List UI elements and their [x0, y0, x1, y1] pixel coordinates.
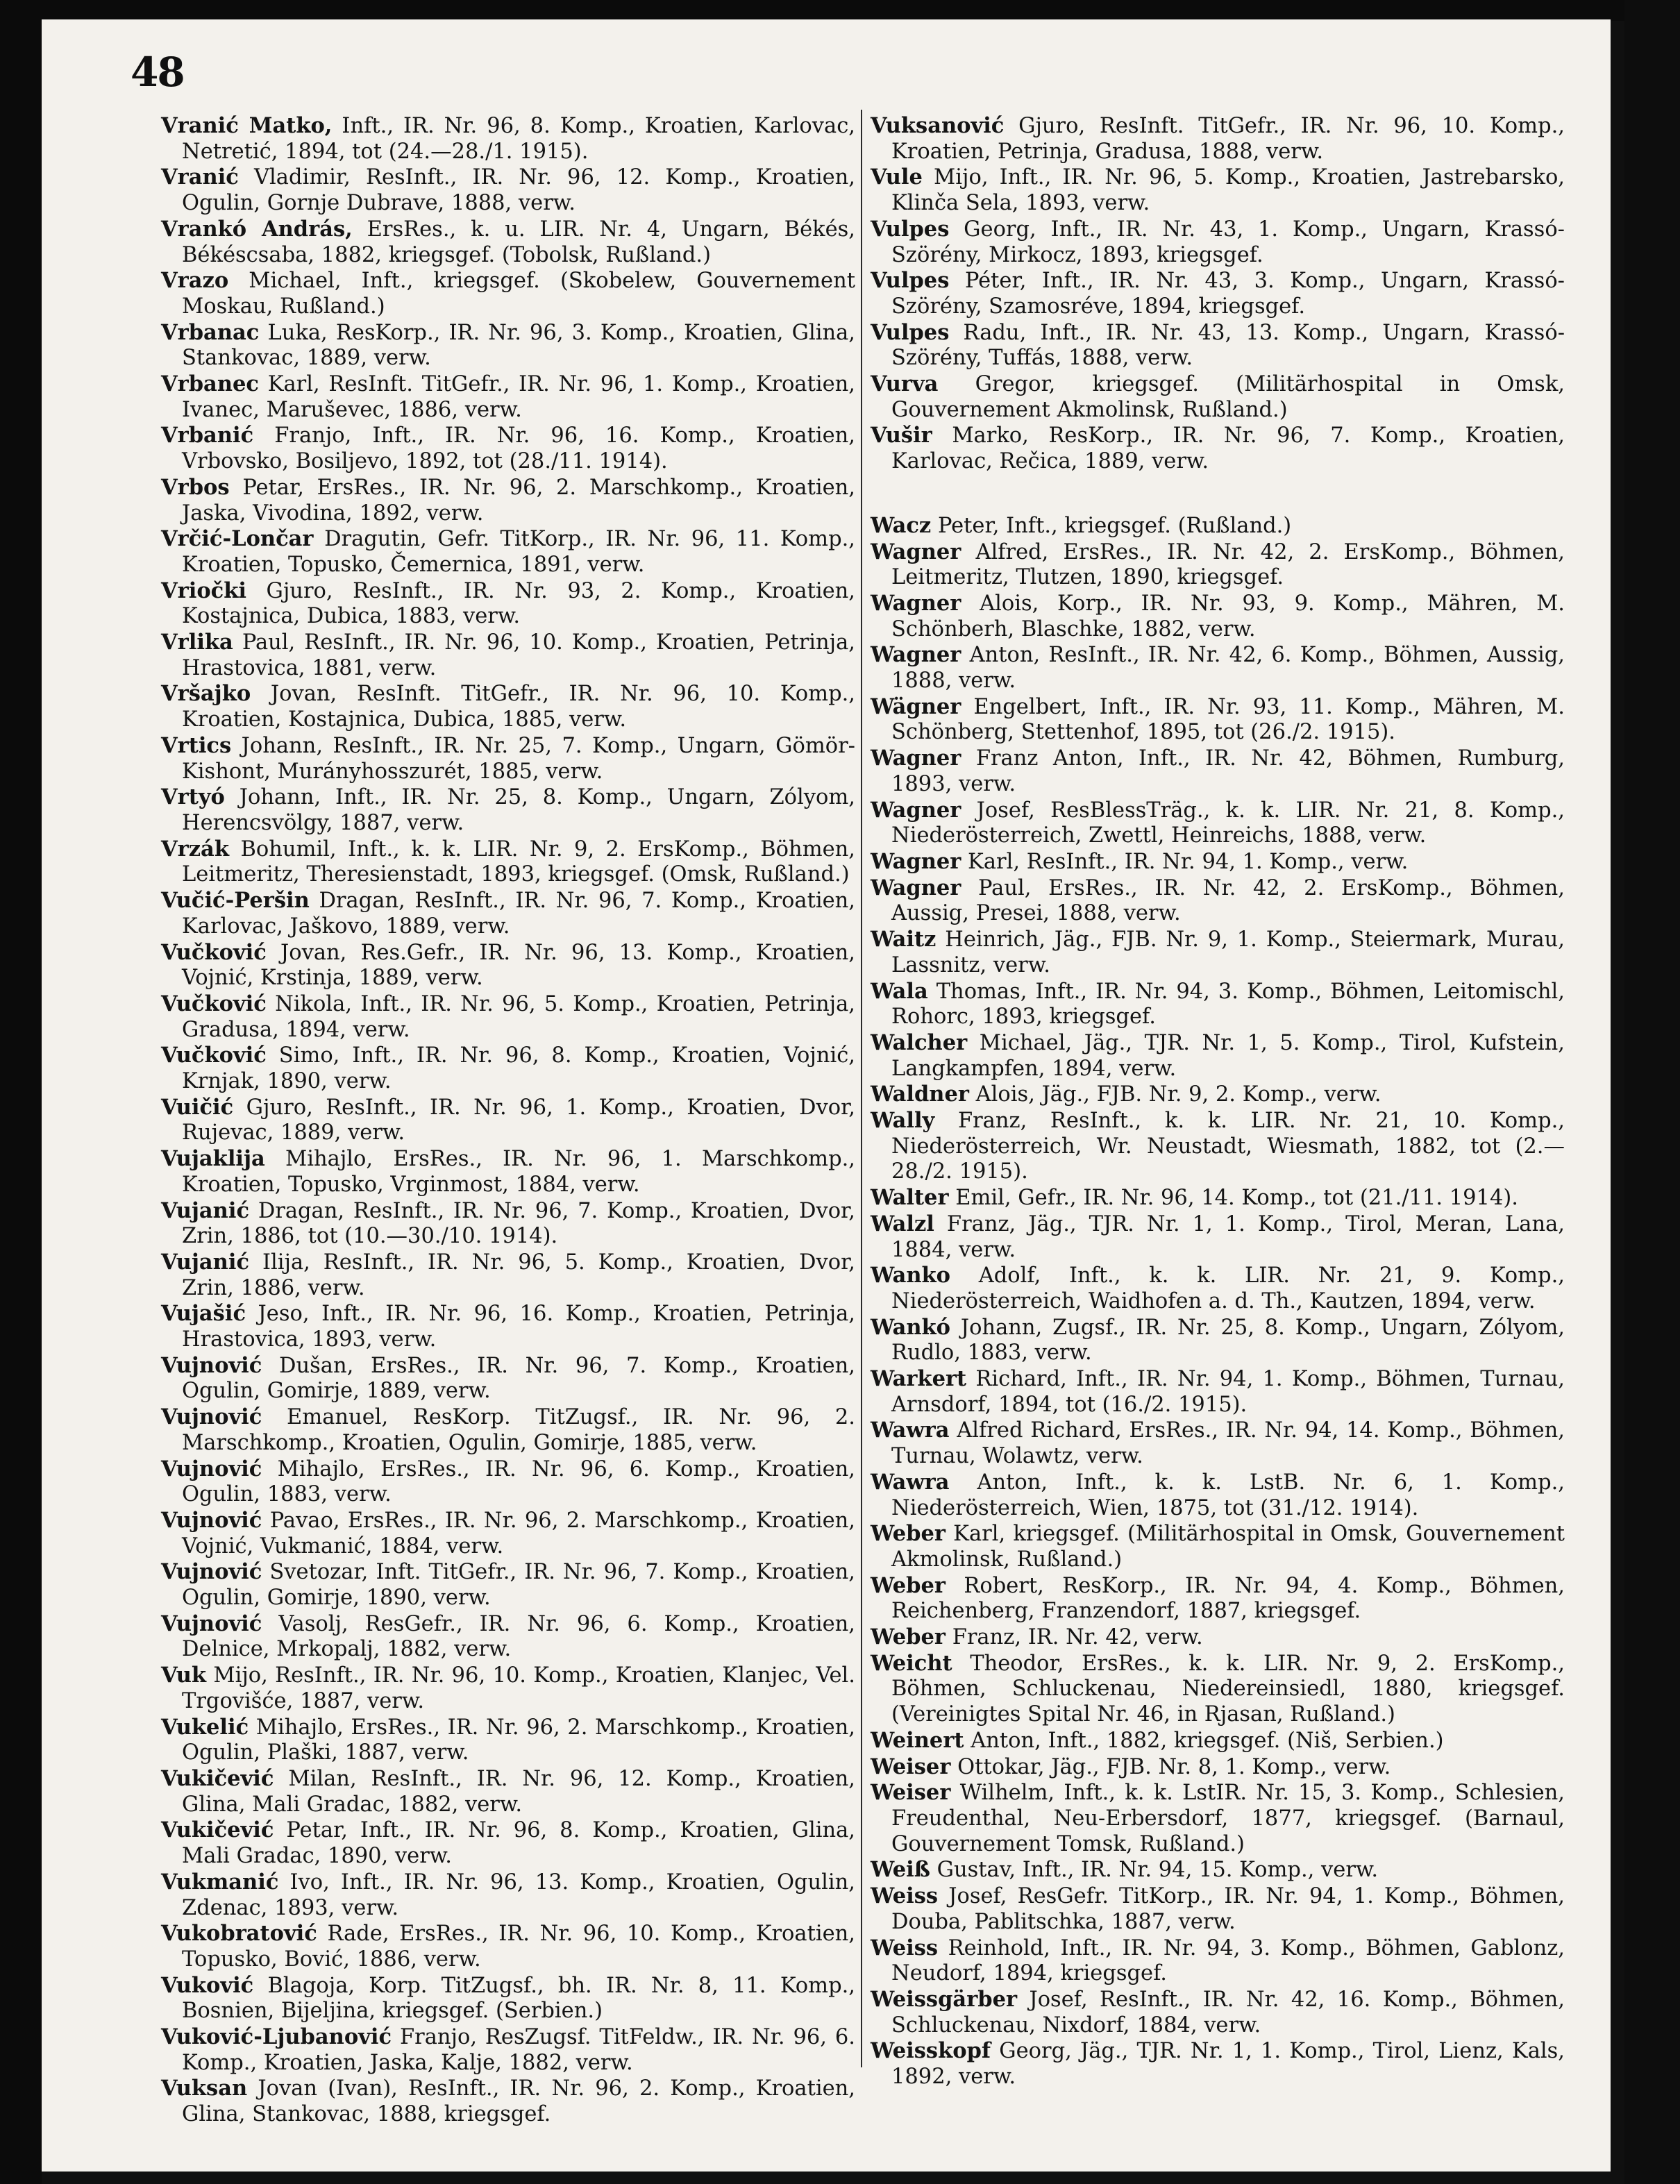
register-entry: [871, 1754, 1565, 1781]
entry-details: Anton, ResInft., IR. Nr. 42, 6. Komp., Böhmen, Aussig, 1888, verw.: [891, 643, 1565, 694]
register-entry: [871, 642, 1565, 694]
register-entry: [871, 1315, 1565, 1366]
entry-surname: Vujanić: [161, 1198, 250, 1223]
column-divider: [861, 110, 862, 2067]
entry-details: Blagoja, Korp. TitZugsf., bh. IR. Nr. 8, 11. Komp., Bosnien, Bijeljina, kriegsgef. (Serbien.): [182, 1973, 855, 2024]
entry-details: Theodor, ErsRes., k. k. LIR. Nr. 9, 2. ErsKomp., Böhmen, Schluckenau, Niedereinsiedl, 1880, kriegsgef. (Vereinigtes Spital Nr. 46, in Rjasan, Rußland.): [891, 1651, 1565, 1727]
entry-surname: Vranić: [161, 165, 239, 190]
scan-border-right: [1624, 0, 1680, 2184]
entry-details: Gustav, Inft., IR. Nr. 94, 15. Komp., verw.: [936, 1858, 1379, 1883]
register-entry: [871, 1651, 1565, 1728]
register-entry: [161, 837, 855, 888]
entry-surname: Weissgärber: [871, 1986, 1018, 2012]
entry-details: Robert, ResKorp., IR. Nr. 94, 4. Komp., Böhmen, Reichenberg, Franzendorf, 1887, kriegsgef.: [891, 1573, 1565, 1624]
register-entry: [161, 1508, 855, 1559]
entry-details: Dragutin, Gefr. TitKorp., IR. Nr. 96, 11. Komp., Kroatien, Topusko, Čemernica, 1891, verw.: [182, 527, 855, 577]
entry-details: Gjuro, ResInft., IR. Nr. 93, 2. Komp., Kroatien, Kostajnica, Dubica, 1883, verw.: [182, 578, 855, 629]
entry-surname: Vurva: [871, 371, 939, 397]
entry-surname: Vukičević: [161, 1817, 274, 1843]
entry-details: Jovan (Ivan), ResInft., IR. Nr. 96, 2. Komp., Kroatien, Glina, Stankovac, 1888, kriegsgef.: [182, 2076, 855, 2127]
register-entry: [871, 979, 1565, 1030]
entry-surname: Vuksan: [161, 2076, 248, 2101]
entry-details: Georg, Inft., IR. Nr. 43, 1. Komp., Ungarn, Krassó-Szörény, Mirkocz, 1893, kriegsgef.: [891, 217, 1565, 267]
register-entry: [871, 1728, 1565, 1754]
entry-details: Mihajlo, ErsRes., IR. Nr. 96, 2. Marschkomp., Kroatien, Ogulin, Plaški, 1887, verw.: [182, 1715, 855, 1765]
entry-surname: Wanko: [871, 1263, 951, 1288]
entry-details: Vladimir, ResInft., IR. Nr. 96, 12. Komp., Kroatien, Ogulin, Gornje Dubrave, 1888, verw.: [182, 165, 855, 216]
entry-details: Gjuro, ResInft. TitGefr., IR. Nr. 96, 10. Komp., Kroatien, Petrinja, Gradusa, 1888, verw.: [891, 114, 1565, 164]
register-entry: [871, 423, 1565, 474]
entry-details: Reinhold, Inft., IR. Nr. 94, 3. Komp., Böhmen, Gablonz, Neudorf, 1894, kriegsgef.: [891, 1935, 1565, 1986]
entry-surname: Vuk: [161, 1663, 207, 1688]
entry-details: Paul, ErsRes., IR. Nr. 42, 2. ErsKomp., Böhmen, Aussig, Presei, 1888, verw.: [891, 875, 1565, 926]
entry-details: Franjo, Inft., IR. Nr. 96, 16. Komp., Kroatien, Vrbovsko, Bosiljevo, 1892, tot (28./11. 1914).: [182, 423, 855, 474]
entry-surname: Wagner: [871, 590, 961, 616]
register-entry: [871, 1418, 1565, 1469]
entry-surname: Vujnović: [161, 1352, 262, 1378]
entry-surname: Wagner: [871, 875, 961, 900]
entry-surname: Vukičević: [161, 1766, 274, 1791]
scan-border-left: [0, 0, 42, 2184]
entry-details: Anton, Inft., k. k. LstB. Nr. 6, 1. Komp., Niederösterreich, Wien, 1875, tot (31./12. 1914).: [891, 1470, 1565, 1520]
entry-surname: Wankó: [871, 1314, 951, 1340]
register-entry: [161, 1973, 855, 2024]
register-entry: [871, 849, 1565, 875]
entry-surname: Wagner: [871, 642, 961, 668]
register-entry: [161, 1301, 855, 1352]
entry-details: Milan, ResInft., IR. Nr. 96, 12. Komp., Kroatien, Glina, Mali Gradac, 1882, verw.: [182, 1767, 855, 1817]
register-entry: [871, 927, 1565, 978]
register-entry: [161, 1456, 855, 1508]
entry-surname: Vrazo: [161, 268, 229, 294]
entry-details: Thomas, Inft., IR. Nr. 94, 3. Komp., Böhmen, Leitomischl, Rohorc, 1893, kriegsgef.: [891, 979, 1565, 1030]
entry-details: Josef, ResInft., IR. Nr. 42, 16. Komp., Böhmen, Schluckenau, Nixdorf, 1884, verw.: [891, 1987, 1565, 2038]
register-entry: [161, 113, 855, 165]
register-entry: [161, 1921, 855, 1972]
entry-surname: Wawra: [871, 1469, 950, 1495]
register-entry: [871, 1883, 1565, 1935]
entry-surname: Vule: [871, 165, 923, 190]
page-number: 48: [131, 49, 184, 96]
register-entry: [871, 694, 1565, 746]
entry-details: Dušan, ErsRes., IR. Nr. 96, 7. Komp., Kroatien, Ogulin, Gomirje, 1889, verw.: [182, 1353, 855, 1404]
entry-surname: Vujašić: [161, 1301, 246, 1327]
register-entry: [161, 475, 855, 526]
entry-surname: Vrankó András,: [161, 216, 353, 242]
entry-details: Alfred, ErsRes., IR. Nr. 42, 2. ErsKomp., Böhmen, Leitmeritz, Tlutzen, 1890, kriegsgef.: [891, 539, 1565, 590]
entry-details: Dragan, ResInft., IR. Nr. 96, 7. Komp., Kroatien, Dvor, Zrin, 1886, tot (10.—30./10. 1914).: [182, 1198, 855, 1249]
entry-surname: Vujanić: [161, 1249, 250, 1275]
register-entry: [871, 1573, 1565, 1624]
entry-details: Alois, Jäg., FJB. Nr. 9, 2. Komp., verw.: [975, 1082, 1381, 1107]
entry-details: Luka, ResKorp., IR. Nr. 96, 3. Komp., Kroatien, Glina, Stankovac, 1889, verw.: [182, 320, 855, 371]
entry-details: Radu, Inft., IR. Nr. 43, 13. Komp., Ungarn, Krassó-Szörény, Tuffás, 1888, verw.: [891, 320, 1565, 371]
section-gap: [871, 475, 1565, 513]
entry-details: Karl, kriegsgef. (Militärhospital in Omsk, Gouvernement Akmolinsk, Rußland.): [891, 1522, 1565, 1572]
entry-surname: Vukobratović: [161, 1921, 317, 1947]
entry-surname: Weber: [871, 1624, 946, 1650]
right-column-w-section: [871, 513, 1565, 2090]
entry-details: Anton, Inft., 1882, kriegsgef. (Niš, Serbien.): [971, 1728, 1444, 1753]
entry-details: Nikola, Inft., IR. Nr. 96, 5. Komp., Kroatien, Petrinja, Gradusa, 1894, verw.: [182, 991, 855, 1042]
entry-surname: Vriočki: [161, 578, 246, 603]
entry-surname: Weiß: [871, 1857, 930, 1883]
register-entry: [871, 1185, 1565, 1211]
entry-surname: Vrbanić: [161, 423, 254, 448]
entry-surname: Weinert: [871, 1727, 964, 1753]
register-entry: [871, 798, 1565, 849]
entry-surname: Walcher: [871, 1030, 968, 1055]
register-entry: [161, 1095, 855, 1146]
left-column: [161, 113, 855, 2128]
entry-surname: Vršajko: [161, 681, 251, 707]
entry-surname: Walter: [871, 1185, 949, 1211]
register-entry: [871, 2038, 1565, 2090]
entry-surname: Weicht: [871, 1650, 952, 1676]
entry-surname: Weiss: [871, 1935, 939, 1960]
register-entry: [161, 1715, 855, 1766]
register-entry: [161, 940, 855, 991]
register-entry: [161, 1353, 855, 1404]
entry-details: Franz, ResInft., k. k. LIR. Nr. 21, 10. Komp., Niederösterreich, Wr. Neustadt, Wiesmath, 1882, tot (2.—28./2. 1915).: [891, 1109, 1565, 1184]
entry-details: Svetozar, Inft. TitGefr., IR. Nr. 96, 7. Komp., Kroatien, Ogulin, Gomirje, 1890, verw.: [182, 1560, 855, 1611]
entry-details: Engelbert, Inft., IR. Nr. 93, 11. Komp., Mähren, M. Schönberg, Stettenhof, 1895, tot (26./2. 1915).: [891, 694, 1565, 745]
register-entry: [871, 875, 1565, 927]
entry-details: Mihajlo, ErsRes., IR. Nr. 96, 6. Komp., Kroatien, Ogulin, 1883, verw.: [182, 1456, 855, 1507]
entry-details: Dragan, ResInft., IR. Nr. 96, 7. Komp., Kroatien, Karlovac, Jaškovo, 1889, verw.: [182, 889, 855, 939]
entry-details: Emanuel, ResKorp. TitZugsf., IR. Nr. 96, 2. Marschkomp., Kroatien, Ogulin, Gomirje, 1885, verw.: [182, 1405, 855, 1455]
register-entry: [161, 888, 855, 939]
entry-surname: Vujnović: [161, 1456, 262, 1481]
entry-details: Adolf, Inft., k. k. LIR. Nr. 21, 9. Komp., Niederösterreich, Waidhofen a. d. Th., Kautzen, 1894, verw.: [891, 1263, 1565, 1313]
entry-details: Paul, ResInft., IR. Nr. 96, 10. Komp., Kroatien, Petrinja, Hrastovica, 1881, verw.: [182, 630, 856, 680]
entry-details: Franz, Jäg., TJR. Nr. 1, 1. Komp., Tirol, Meran, Lana, 1884, verw.: [891, 1211, 1565, 1262]
entry-surname: Wagner: [871, 797, 961, 823]
entry-surname: Walzl: [871, 1211, 934, 1236]
register-entry: [871, 320, 1565, 371]
register-entry: [871, 371, 1565, 423]
entry-surname: Vučković: [161, 939, 267, 965]
register-entry: [871, 513, 1565, 539]
register-entry: [161, 2076, 855, 2127]
register-entry: [161, 1043, 855, 1094]
entry-details: Alfred Richard, ErsRes., IR. Nr. 94, 14. Komp., Böhmen, Turnau, Wolawtz, verw.: [891, 1418, 1565, 1469]
register-entry: [871, 1108, 1565, 1185]
entry-details: Ilija, ResInft., IR. Nr. 96, 5. Komp., Kroatien, Dvor, Zrin, 1886, verw.: [182, 1250, 855, 1300]
entry-surname: Vujaklija: [161, 1146, 265, 1172]
register-entry: [161, 1663, 855, 1714]
entry-details: Rade, ErsRes., IR. Nr. 96, 10. Komp., Kroatien, Topusko, Bović, 1886, verw.: [182, 1922, 855, 1972]
entry-surname: Warkert: [871, 1366, 967, 1392]
entry-surname: Vujnović: [161, 1507, 262, 1533]
entry-surname: Vušir: [871, 423, 932, 448]
entry-surname: Vuičić: [161, 1094, 234, 1120]
entry-details: Bohumil, Inft., k. k. LIR. Nr. 9, 2. ErsKomp., Böhmen, Leitmeritz, Theresienstadt, 1893, kriegsgef. (Omsk, Rußland.): [182, 837, 855, 887]
entry-surname: Vujnović: [161, 1404, 262, 1430]
entry-details: Mijo, ResInft., IR. Nr. 96, 10. Komp., Kroatien, Klanjec, Vel. Trgovišće, 1887, verw.: [182, 1663, 856, 1713]
entry-surname: Weiss: [871, 1883, 939, 1909]
entry-surname: Vrtics: [161, 732, 232, 758]
entry-surname: Wagner: [871, 539, 961, 564]
register-entry: [161, 2024, 855, 2076]
register-entry: [161, 681, 855, 732]
entry-details: Karl, ResInft. TitGefr., IR. Nr. 96, 1. Komp., Kroatien, Ivanec, Maruševec, 1886, verw.: [182, 372, 856, 422]
register-entry: [161, 371, 855, 423]
entry-details: Emil, Gefr., IR. Nr. 96, 14. Komp., tot (21./11. 1914).: [955, 1186, 1518, 1211]
register-entry: [871, 1366, 1565, 1418]
entry-surname: Weber: [871, 1521, 946, 1547]
entry-surname: Waldner: [871, 1082, 969, 1107]
right-column-v-section: [871, 113, 1565, 475]
entry-details: Pavao, ErsRes., IR. Nr. 96, 2. Marschkomp., Kroatien, Vojnić, Vukmanić, 1884, verw.: [182, 1508, 856, 1559]
register-entry: [161, 423, 855, 474]
entry-surname: Waitz: [871, 927, 936, 952]
register-entry: [871, 1082, 1565, 1108]
register-entry: [871, 165, 1565, 216]
entry-details: Gjuro, ResInft., IR. Nr. 96, 1. Komp., Kroatien, Dvor, Rujevac, 1889, verw.: [182, 1095, 855, 1145]
register-entry: [161, 1404, 855, 1456]
entry-details: Vasolj, ResGefr., IR. Nr. 96, 6. Komp., Kroatien, Delnice, Mrkopalj, 1882, verw.: [182, 1611, 855, 1662]
entry-details: Jovan, ResInft. TitGefr., IR. Nr. 96, 10. Komp., Kroatien, Kostajnica, Dubica, 1885, verw.: [182, 682, 855, 732]
entry-details: Georg, Jäg., TJR. Nr. 1, 1. Komp., Tirol, Lienz, Kals, 1892, verw.: [891, 2039, 1565, 2090]
entry-surname: Vukelić: [161, 1714, 249, 1740]
entry-details: Josef, ResBlessTräg., k. k. LIR. Nr. 21, 8. Komp., Niederösterreich, Zwettl, Heinreichs, 1888, verw.: [891, 798, 1565, 848]
entry-details: Simo, Inft., IR. Nr. 96, 8. Komp., Kroatien, Vojnić, Krnjak, 1890, verw.: [182, 1043, 855, 1094]
entry-surname: Wala: [871, 978, 928, 1004]
entry-details: Johann, ResInft., IR. Nr. 25, 7. Komp., Ungarn, Gömör-Kishont, Murányhosszurét, 1885, verw.: [182, 733, 855, 784]
register-entry: [161, 1198, 855, 1250]
register-entry: [161, 630, 855, 681]
entry-surname: Vrbos: [161, 474, 230, 500]
entry-surname: Vulpes: [871, 216, 950, 242]
entry-details: Petar, ErsRes., IR. Nr. 96, 2. Marschkomp., Kroatien, Jaska, Vivodina, 1892, verw.: [182, 475, 855, 526]
entry-surname: Vrbanec: [161, 371, 259, 397]
entry-surname: Wawra: [871, 1418, 950, 1443]
register-entry: [161, 217, 855, 268]
entry-surname: Vulpes: [871, 319, 950, 345]
entry-details: Michael, Jäg., TJR. Nr. 1, 5. Komp., Tirol, Kufstein, Langkampfen, 1894, verw.: [891, 1030, 1565, 1081]
entry-surname: Weisskopf: [871, 2038, 991, 2064]
document-page: [42, 19, 1611, 2172]
entry-details: Petar, Inft., IR. Nr. 96, 8. Komp., Kroatien, Glina, Mali Gradac, 1890, verw.: [182, 1818, 855, 1869]
entry-details: Mijo, Inft., IR. Nr. 96, 5. Komp., Kroatien, Jastrebarsko, Klinča Sela, 1893, verw.: [891, 165, 1565, 216]
register-entry: [871, 1263, 1565, 1314]
entry-details: Johann, Inft., IR. Nr. 25, 8. Komp., Ungarn, Zólyom, Herencsvölgy, 1887, verw.: [182, 785, 855, 835]
register-entry: [871, 746, 1565, 797]
register-entry: [871, 1780, 1565, 1857]
entry-surname: Vrčić-Lončar: [161, 526, 314, 552]
register-entry: [161, 784, 855, 836]
register-entry: [871, 1030, 1565, 1082]
entry-details: Karl, ResInft., IR. Nr. 94, 1. Komp., verw.: [968, 849, 1409, 874]
register-entry: [161, 733, 855, 784]
entry-surname: Vuković: [161, 1972, 254, 1998]
entry-details: Jeso, Inft., IR. Nr. 96, 16. Komp., Kroatien, Petrinja, Hrastovica, 1893, verw.: [182, 1302, 855, 1352]
entry-details: ErsRes., k. u. LIR. Nr. 4, Ungarn, Békés, Békéscsaba, 1882, kriegsgef. (Tobolsk, Rußland.): [182, 217, 855, 267]
entry-details: Inft., IR. Nr. 96, 8. Komp., Kroatien, Karlovac, Netretić, 1894, tot (24.—28./1. 1915).: [182, 114, 855, 164]
entry-surname: Vuksanović: [871, 113, 1005, 138]
register-entry: [871, 591, 1565, 642]
entry-details: Josef, ResGefr. TitKorp., IR. Nr. 94, 1. Komp., Böhmen, Douba, Pablitschka, 1887, verw.: [891, 1884, 1565, 1934]
entry-details: Gregor, kriegsgef. (Militärhospital in Omsk, Gouvernement Akmolinsk, Rußland.): [891, 372, 1565, 422]
entry-surname: Weiser: [871, 1754, 951, 1779]
entry-surname: Vučković: [161, 1043, 267, 1068]
register-entry: [161, 991, 855, 1043]
register-entry: [871, 1935, 1565, 1987]
register-entry: [871, 1857, 1565, 1883]
register-entry: [161, 1250, 855, 1301]
entry-details: Ottokar, Jäg., FJB. Nr. 8, 1. Komp., verw.: [957, 1754, 1391, 1779]
entry-surname: Vrtyó: [161, 784, 225, 810]
entry-surname: Vučković: [161, 991, 267, 1016]
register-entry: [161, 1766, 855, 1817]
register-entry: [871, 113, 1565, 165]
entry-surname: Vranić Matko,: [161, 113, 333, 138]
entry-details: Johann, Zugsf., IR. Nr. 25, 8. Komp., Ungarn, Zólyom, Rudlo, 1883, verw.: [891, 1315, 1565, 1366]
entry-surname: Vulpes: [871, 268, 950, 294]
register-entry: [161, 526, 855, 578]
register-entry: [161, 1146, 855, 1198]
scan-border-top: [0, 0, 1680, 21]
register-entry: [161, 1611, 855, 1663]
register-entry: [871, 1987, 1565, 2038]
entry-surname: Wacz: [871, 512, 932, 538]
register-entry: [161, 1870, 855, 1921]
entry-surname: Wägner: [871, 694, 961, 719]
entry-surname: Vrbanac: [161, 319, 260, 345]
entry-details: Richard, Inft., IR. Nr. 94, 1. Komp., Böhmen, Turnau, Arnsdorf, 1894, tot (16./2. 1915).: [891, 1367, 1565, 1417]
entry-details: Wilhelm, Inft., k. k. LstIR. Nr. 15, 3. Komp., Schlesien, Freudenthal, Neu-Erbersdorf, 1877, kriegsgef. (Barnaul, Gouvernement Tomsk, Rußland.): [891, 1781, 1565, 1856]
entry-details: Peter, Inft., kriegsgef. (Rußland.): [937, 513, 1292, 538]
entry-surname: Wagner: [871, 746, 961, 771]
right-column: [871, 113, 1565, 2090]
entry-surname: Vučić-Peršin: [161, 888, 310, 914]
register-entry: [871, 1624, 1565, 1651]
entry-details: Jovan, Res.Gefr., IR. Nr. 96, 13. Komp., Kroatien, Vojnić, Krstinja, 1889, verw.: [182, 940, 855, 991]
entry-details: Marko, ResKorp., IR. Nr. 96, 7. Komp., Kroatien, Karlovac, Rečica, 1889, verw.: [891, 423, 1565, 474]
entry-surname: Weber: [871, 1572, 946, 1598]
entry-details: Michael, Inft., kriegsgef. (Skobelew, Gouvernement Moskau, Rußland.): [182, 269, 855, 319]
entry-surname: Vukmanić: [161, 1869, 279, 1895]
entry-details: Péter, Inft., IR. Nr. 43, 3. Komp., Ungarn, Krassó-Szörény, Szamosréve, 1894, kriegsgef.: [891, 269, 1565, 319]
register-entry: [871, 539, 1565, 591]
entry-surname: Vrzák: [161, 836, 229, 862]
register-entry: [161, 268, 855, 319]
register-entry: [871, 1521, 1565, 1572]
register-entry: [161, 320, 855, 371]
entry-details: Franz, IR. Nr. 42, verw.: [952, 1625, 1203, 1650]
entry-surname: Vujnović: [161, 1611, 262, 1636]
register-entry: [871, 268, 1565, 319]
entry-details: Heinrich, Jäg., FJB. Nr. 9, 1. Komp., Steiermark, Murau, Lassnitz, verw.: [891, 927, 1565, 977]
entry-surname: Wally: [871, 1108, 935, 1134]
entry-surname: Vuković-Ljubanović: [161, 2024, 392, 2050]
register-entry: [161, 1817, 855, 1869]
entry-surname: Vrlika: [161, 630, 233, 655]
entry-details: Ivo, Inft., IR. Nr. 96, 13. Komp., Kroatien, Ogulin, Zdenac, 1893, verw.: [182, 1870, 855, 1920]
entry-surname: Vujnović: [161, 1559, 262, 1585]
entry-surname: Wagner: [871, 848, 961, 874]
entry-details: Alois, Korp., IR. Nr. 93, 9. Komp., Mähren, M. Schönberh, Blaschke, 1882, verw.: [891, 591, 1565, 641]
register-entry: [161, 578, 855, 630]
entry-details: Franz Anton, Inft., IR. Nr. 42, Böhmen, Rumburg, 1893, verw.: [891, 746, 1565, 796]
register-entry: [871, 1470, 1565, 1521]
register-entry: [161, 1559, 855, 1611]
register-entry: [871, 1211, 1565, 1263]
register-entry: [871, 217, 1565, 268]
entry-details: Franjo, ResZugsf. TitFeldw., IR. Nr. 96, 6. Komp., Kroatien, Jaska, Kalje, 1882, verw.: [182, 2025, 855, 2075]
register-entry: [161, 165, 855, 216]
entry-surname: Weiser: [871, 1780, 951, 1806]
entry-details: Mihajlo, ErsRes., IR. Nr. 96, 1. Marschkomp., Kroatien, Topusko, Vrginmost, 1884, verw.: [182, 1147, 855, 1197]
